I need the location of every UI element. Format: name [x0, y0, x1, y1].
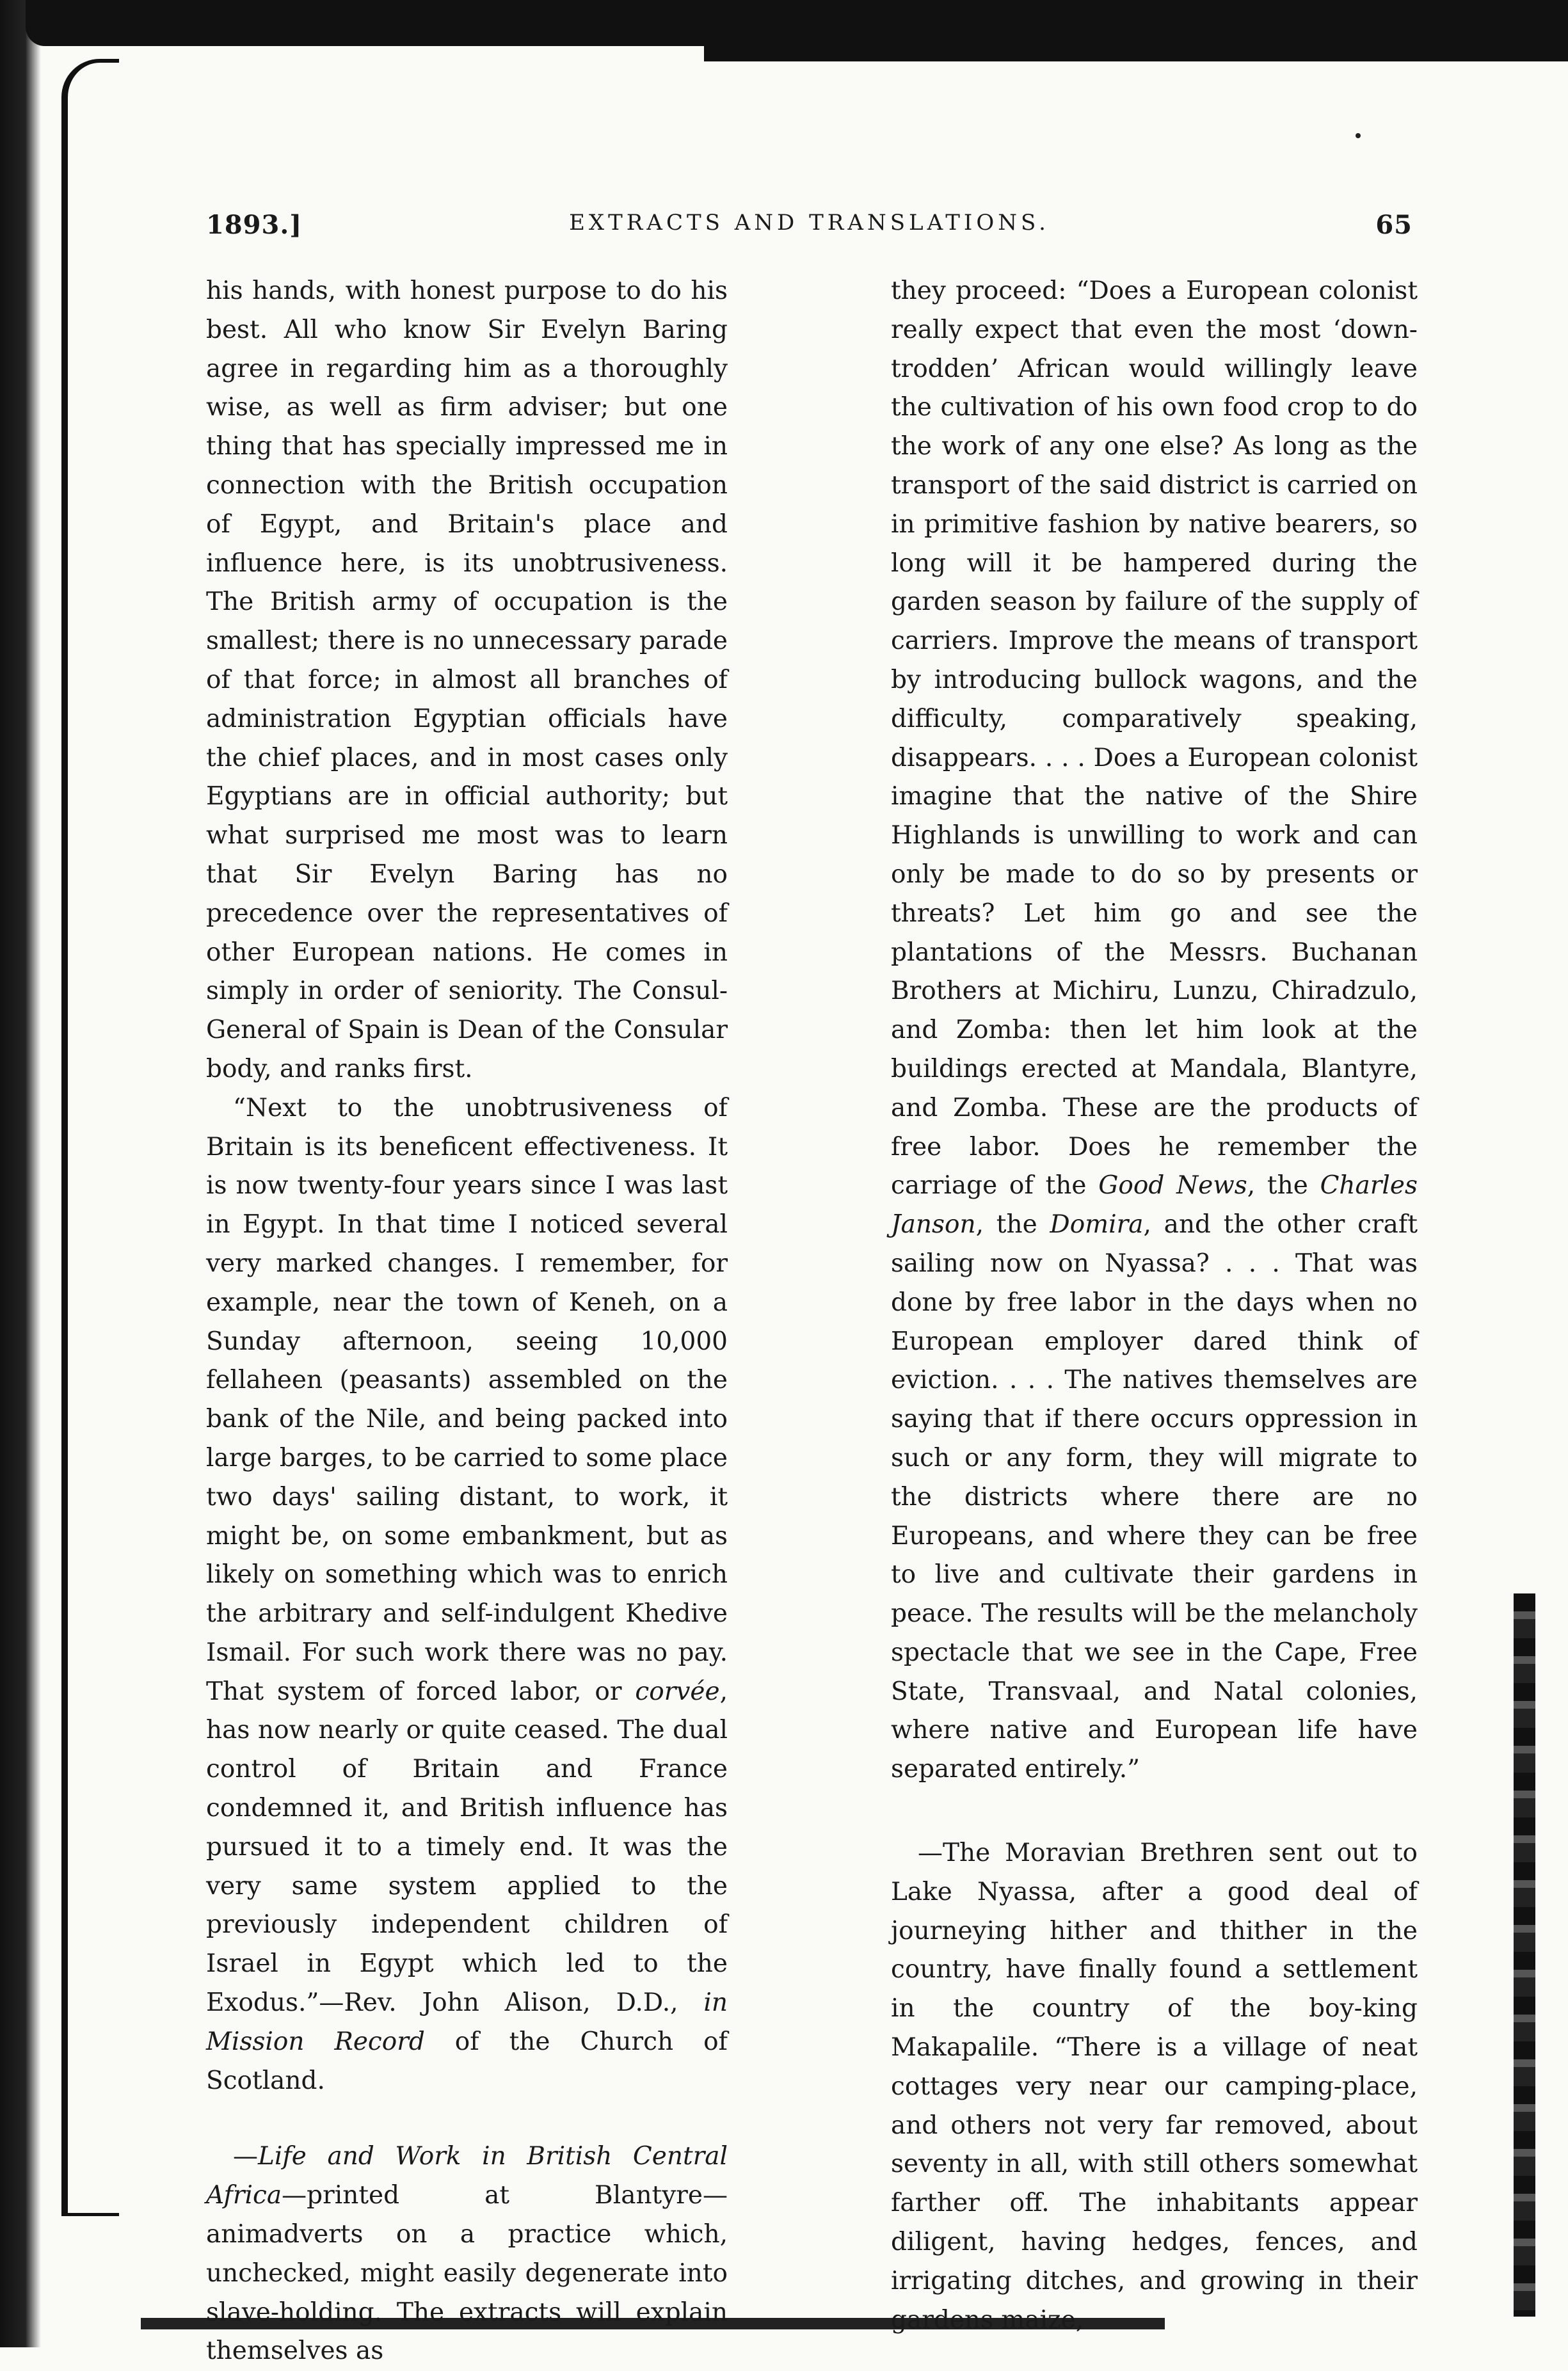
right-para1-text-d: , and the other craft sailing now on Nyassa? . . . That was done by free labor in the days when no European employer dared think of eviction. . . . The natives themselves are saying that if there occurs oppression in such or any form, they will migrate to the districts where there are no Europeans, and where they can be free to live and cultivate their gardens in peace. The results will be the melancholy spectacle that we see in the Cape, Free State, Transvaal, and Natal colonies, where native and European life have separated entirely.” [891, 1210, 1418, 1784]
para3-text: —printed at Blantyre—animadverts on a practice which, unchecked, might easily degenerate into slave-holding. The extracts will explain themselves as [206, 2181, 728, 2366]
ship-name-charles-janson: Charles Janson [891, 1171, 1418, 1240]
source-citation: in Mission Record [206, 1988, 728, 2056]
corvee-term: corvée [635, 1677, 720, 1706]
page-curl-edge [61, 59, 119, 2216]
left-column [206, 272, 728, 2371]
right-column [891, 272, 1418, 2340]
left-paragraph-1: his hands, with honest purpose to do his best. All who know Sir Evelyn Baring agree in regarding him as a thoroughly wise, as well as firm adviser; but one thing that has specially impressed me in connection with the British occupation of Egypt, and Britain's place and influence here, is its unobtrusiveness. The British army of occupation is the smallest; there is no unnecessary parade of that force; in almost all branches of administration Egyptian officials have the chief places, and in most cases only Egyptians are in official authority; but what surprised me most was to learn that Sir Evelyn Baring has no precedence over the representatives of other European nations. He comes in simply in order of seniority. The Consul-General of Spain is Dean of the Consular body, and ranks first. [206, 276, 728, 1083]
right-para1-text-a: they proceed: “Does a European colonist really expect that even the most ‘down-trodden’ African would willingly leave the cultivation of his own food crop to do the work of any one else? As long as the transport of the said district is carried on in primitive fashion by native bearers, so long will it be hampered during the garden season by failure of the supply of carriers. Improve the means of transport by introducing bullock wagons, and the difficulty, comparatively speaking, disappears. . . . Does a European colonist imagine that the native of the Shire Highlands is unwilling to work and can only be made to do so by presents or threats? Let him go and see the plantations of the Messrs. Buchanan Brothers at Michiru, Lunzu, Chiradzulo, and Zomba: then let him look at the buildings erected at Mandala, Blantyre, and Zomba. These are the products of free labor. Does he remember the carriage of the [891, 276, 1418, 1201]
page-number: 65 [1375, 210, 1412, 240]
right-para1-text-b: , the [1247, 1171, 1320, 1201]
ink-speck [1356, 133, 1361, 138]
ship-name-good-news: Good News [1098, 1171, 1247, 1201]
running-head-year: 1893.] [206, 210, 303, 240]
para2-text-b: , has now nearly or quite ceased. The dual control of Britain and France condemned it, and British influence has pursued it to a timely end. It was the very same system applied to the previously independent children of Israel in Egypt which led to the Exodus.”—Rev. John Alison, D.D., [206, 1677, 728, 2018]
running-head-title: EXTRACTS AND TRANSLATIONS. [569, 210, 1050, 236]
paragraph-gap [206, 2100, 728, 2137]
right-para1-text-c: , the [975, 1210, 1050, 1240]
scan-top-shadow-tail [704, 42, 1568, 61]
right-paragraph-2: —The Moravian Brethren sent out to Lake Nyassa, after a good deal of journeying hither and thither in the country, have finally found a settlement in the country of the boy-king Makapalile. “There is a village of neat cottages very near our camping-place, and others not very far removed, about seventy in all, with still others somewhat farther off. The inhabitants appear diligent, having hedges, fences, and irrigating ditches, and growing in their gardens maize, [891, 1839, 1418, 2335]
left-paragraph-3 [206, 2137, 728, 2371]
para2-text-a: “Next to the unobtrusiveness of Britain is its beneficent effectiveness. It is now twenty-four years since I was last in Egypt. In that time I noticed several very marked changes. I remember, for example, near the town of Keneh, on a Sunday afternoon, seeing 10,000 fellaheen (peasants) assembled on the bank of the Nile, and being packed into large barges, to be carried to some place two days' sailing distant, to work, it might be, on some embankment, but as likely on something which was to enrich the arbitrary and self-indulgent Khedive Ismail. For such work there was no pay. That system of forced labor, or [206, 1093, 728, 1706]
para3-dash: — [233, 2142, 258, 2171]
para2-text-c: of the Church of Scotland. [206, 2027, 728, 2095]
ship-name-domira: Domira [1050, 1210, 1144, 1240]
left-paragraph-2 [206, 1089, 728, 2101]
scan-top-shadow [26, 0, 1568, 46]
scan-left-shadow [0, 0, 41, 2347]
right-paragraph-1 [891, 272, 1418, 1789]
running-head [206, 210, 1412, 248]
paragraph-gap [891, 1789, 1418, 1834]
scan-right-edge [1514, 1593, 1535, 2317]
publication-title: Life and Work in British Central Africa [206, 2142, 728, 2210]
